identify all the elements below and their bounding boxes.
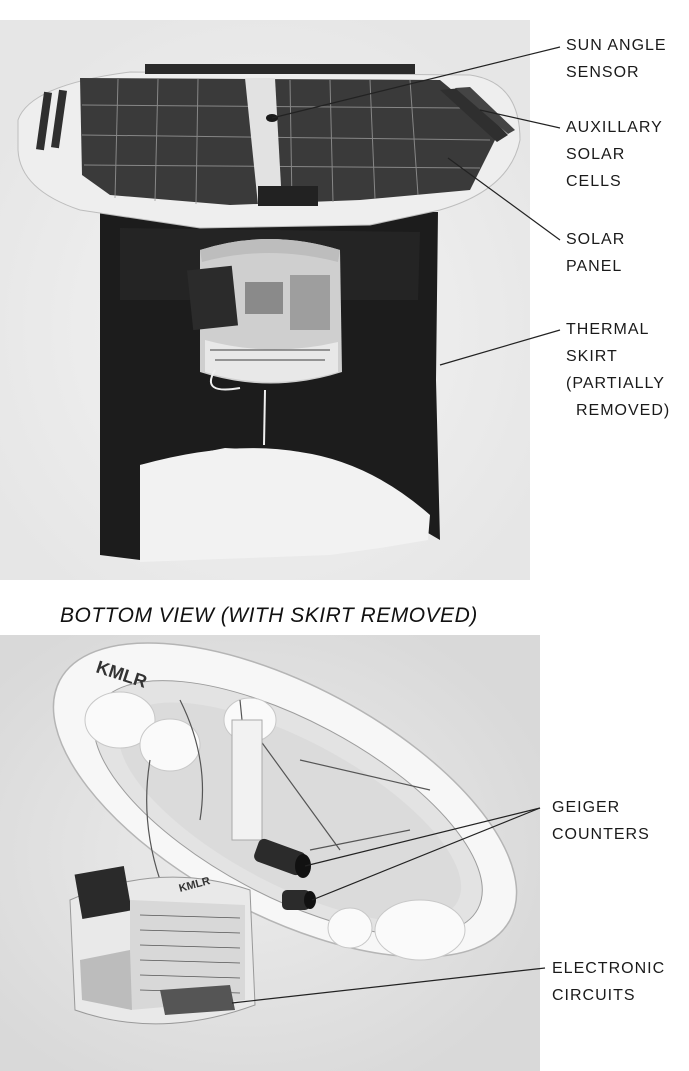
label-line: SOLAR <box>566 146 626 163</box>
central-tower <box>232 720 262 840</box>
label-line: SKIRT <box>566 348 618 365</box>
label-line: COUNTERS <box>552 826 650 843</box>
label-line: SOLAR <box>566 231 626 248</box>
top-photo <box>0 20 560 580</box>
label-line: SUN ANGLE <box>566 37 667 54</box>
can-marking: KMLR <box>177 875 212 895</box>
label-geiger-counters <box>552 794 650 848</box>
label-line: GEIGER <box>552 799 621 816</box>
label-solar-panel <box>566 226 625 280</box>
label-sun-angle-sensor <box>566 32 667 86</box>
label-line: REMOVED) <box>576 402 671 419</box>
label-line: CELLS <box>566 173 622 190</box>
label-plate <box>258 186 318 206</box>
label-line: AUXILLARY <box>566 119 663 136</box>
label-thermal-skirt <box>566 316 670 424</box>
label-line: (PARTIALLY <box>566 375 665 392</box>
solar-platform <box>18 64 520 228</box>
electronics-can-bottom <box>70 866 255 1024</box>
label-line: PANEL <box>566 258 623 275</box>
label-line: CIRCUITS <box>552 987 636 1004</box>
label-line: SENSOR <box>566 64 640 81</box>
label-line: ELECTRONIC <box>552 960 666 977</box>
label-electronic-circuits <box>552 955 665 1009</box>
top-bar <box>145 64 415 74</box>
rim-marking: KMLR <box>93 656 150 692</box>
bottom-view-caption: BOTTOM VIEW (WITH SKIRT REMOVED) <box>60 604 478 627</box>
bottom-photo <box>0 579 564 1071</box>
label-line: THERMAL <box>566 321 650 338</box>
label-auxiliary-solar-cells <box>566 114 663 195</box>
